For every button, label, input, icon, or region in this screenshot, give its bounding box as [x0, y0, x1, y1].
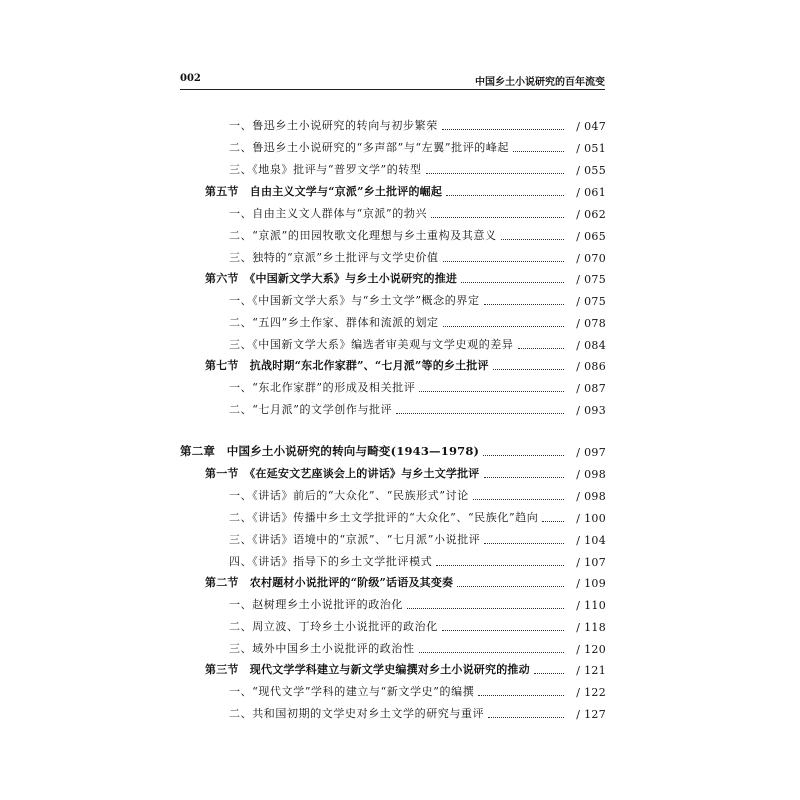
- toc-entry-page: / 061: [576, 186, 606, 199]
- toc-entry-page: / 120: [576, 643, 606, 656]
- toc-entry[interactable]: [229, 529, 606, 547]
- dot-leader: [501, 238, 564, 240]
- toc-section-title: 第七节 抗战时期“东北作家群”、“七月派”等的乡土批评: [205, 359, 489, 372]
- toc-entry-title: 三、《中国新文学大系》编选者审美观与文学史观的差异: [229, 338, 514, 351]
- toc-entry[interactable]: [229, 247, 606, 265]
- toc-entry-title: 一、《中国新文学大系》与“乡土文学”概念的界定: [229, 294, 480, 307]
- toc-entry-page: / 055: [576, 164, 606, 177]
- toc-section-title: 第五节 自由主义文学与“京派”乡土批评的崛起: [205, 185, 443, 198]
- dot-leader: [419, 390, 564, 392]
- toc-entry-page: / 047: [576, 120, 606, 133]
- toc-entry-page: / 062: [576, 208, 606, 221]
- toc-entry-page: / 084: [576, 339, 606, 352]
- toc-entry-title: 一、自由主义文人群体与“京派”的勃兴: [229, 207, 428, 220]
- toc-section-title: 第三节 现代文学学科建立与新文学史编撰对乡土小说研究的推动: [205, 663, 530, 676]
- dot-leader: [478, 694, 564, 696]
- toc-entry[interactable]: [229, 616, 606, 634]
- toc-entry[interactable]: [229, 225, 606, 243]
- dot-leader: [396, 412, 564, 414]
- toc-entry-page: / 098: [576, 490, 606, 503]
- toc-entry-page: / 104: [576, 534, 606, 547]
- toc-chapter-title: 第二章 中国乡土小说研究的转向与畸变(1943—1978): [180, 444, 480, 458]
- toc-entry[interactable]: [229, 681, 606, 699]
- toc-entry-title: 一、《讲话》前后的“大众化”、“民族形式”讨论: [229, 489, 469, 502]
- dot-leader: [513, 150, 564, 152]
- toc-entry-page: / 075: [576, 273, 606, 286]
- toc-entry-page: / 087: [576, 382, 606, 395]
- toc-section[interactable]: [205, 572, 606, 590]
- dot-leader: [493, 368, 564, 370]
- dot-leader: [457, 585, 564, 587]
- dot-leader: [426, 172, 564, 174]
- dot-leader: [431, 216, 564, 218]
- toc-entry[interactable]: [229, 638, 606, 656]
- dot-leader: [483, 454, 564, 456]
- toc-entry[interactable]: [229, 137, 606, 155]
- toc-entry[interactable]: [229, 551, 606, 569]
- dot-leader: [442, 128, 564, 130]
- dot-leader: [443, 260, 564, 262]
- toc-entry-page: / 098: [576, 468, 606, 481]
- toc-entry-page: / 078: [576, 317, 606, 330]
- toc-section[interactable]: [205, 659, 606, 677]
- toc-entry-title: 三、《地泉》批评与“普罗文学”的转型: [229, 163, 422, 176]
- dot-leader: [419, 651, 564, 653]
- dot-leader: [484, 476, 565, 478]
- toc-section-title: 第六节 《中国新文学大系》与乡土小说研究的推进: [205, 272, 458, 285]
- toc-section[interactable]: [205, 463, 606, 481]
- toc-entry[interactable]: [229, 377, 606, 395]
- toc-entry[interactable]: [229, 594, 606, 612]
- toc-entry-title: 一、鲁迅乡土小说研究的转向与初步繁荣: [229, 119, 438, 132]
- dot-leader: [442, 629, 564, 631]
- toc-entry-page: / 118: [576, 621, 606, 634]
- toc-entry[interactable]: [229, 507, 606, 525]
- toc-entry-page: / 109: [576, 577, 606, 590]
- dot-leader: [461, 281, 564, 283]
- toc-entry-title: 三、《讲话》语境中的“京派”、“七月派”小说批评: [229, 533, 481, 546]
- toc-entry-title: 一、赵树理乡土小说批评的政治化: [229, 598, 403, 611]
- toc-entry-page: / 086: [576, 360, 606, 373]
- toc-entry-title: 一、“东北作家群”的形成及相关批评: [229, 381, 416, 394]
- dot-leader: [484, 303, 564, 305]
- dot-leader: [518, 347, 565, 349]
- toc-entry-page: / 070: [576, 252, 606, 265]
- dot-leader: [446, 194, 564, 196]
- page-number: 002: [180, 73, 201, 84]
- toc-entry-title: 二、“七月派”的文学创作与批评: [229, 403, 393, 416]
- dot-leader: [534, 672, 564, 674]
- toc-entry-title: 三、独特的“京派”乡土批评与文学史价值: [229, 251, 439, 264]
- dot-leader: [488, 716, 564, 718]
- toc-chapter[interactable]: [180, 441, 606, 459]
- toc-entry-title: 三、域外中国乡土小说批评的政治性: [229, 642, 415, 655]
- toc-entry-title: 二、鲁迅乡土小说研究的“多声部”与“左翼”批评的峰起: [229, 141, 510, 154]
- toc-entry-title: 二、《讲话》传播中乡土文学批评的“大众化”、“民族化”趋向: [229, 511, 539, 524]
- toc-entry[interactable]: [229, 485, 606, 503]
- toc-section[interactable]: [205, 268, 606, 286]
- toc-entry[interactable]: [229, 703, 606, 721]
- toc-entry[interactable]: [229, 312, 606, 330]
- dot-leader: [436, 564, 564, 566]
- toc-entry-title: 二、“五四”乡土作家、群体和流派的划定: [229, 316, 439, 329]
- toc-entry-page: / 051: [576, 142, 606, 155]
- toc-entry-page: / 065: [576, 230, 606, 243]
- toc-entry-page: / 097: [576, 446, 606, 459]
- toc-entry-title: 二、“京派”的田园牧歌文化理想与乡土重构及其意义: [229, 229, 497, 242]
- running-title: 中国乡土小说研究的百年流变: [475, 77, 605, 88]
- toc-entry[interactable]: [229, 159, 606, 177]
- dot-leader: [407, 607, 564, 609]
- toc-entry-title: 二、周立波、丁玲乡土小说批评的政治化: [229, 620, 438, 633]
- toc-entry-page: / 110: [576, 599, 606, 612]
- toc-entry[interactable]: [229, 115, 606, 133]
- toc-section-title: 第一节 《在延安文艺座谈会上的讲话》与乡土文学批评: [205, 467, 480, 480]
- toc-entry-page: / 093: [576, 404, 606, 417]
- toc-entry-page: / 075: [576, 295, 606, 308]
- dot-leader: [484, 542, 564, 544]
- toc-entry-title: 一、“现代文学”学科的建立与“新文学史”的编撰: [229, 685, 475, 698]
- toc-section[interactable]: [205, 355, 606, 373]
- toc-entry-page: / 107: [576, 556, 606, 569]
- toc-entry-page: / 127: [576, 708, 606, 721]
- toc-entry-page: / 100: [576, 512, 606, 525]
- toc-entry[interactable]: [229, 290, 606, 308]
- dot-leader: [443, 325, 564, 327]
- dot-leader: [542, 520, 564, 522]
- toc-section[interactable]: [205, 181, 606, 199]
- dot-leader: [473, 498, 564, 500]
- toc-entry-title: 二、共和国初期的文学史对乡土文学的研究与重评: [229, 707, 485, 720]
- toc-entry[interactable]: [229, 399, 606, 417]
- toc-section-title: 第二节 农村题材小说批评的“阶级”话语及其变奏: [205, 576, 454, 589]
- toc-entry[interactable]: [229, 334, 606, 352]
- toc-entry-title: 四、《讲话》指导下的乡土文学批评模式: [229, 555, 433, 568]
- toc-entry[interactable]: [229, 203, 606, 221]
- toc-entry-page: / 122: [576, 686, 606, 699]
- toc-entry-page: / 121: [576, 664, 606, 677]
